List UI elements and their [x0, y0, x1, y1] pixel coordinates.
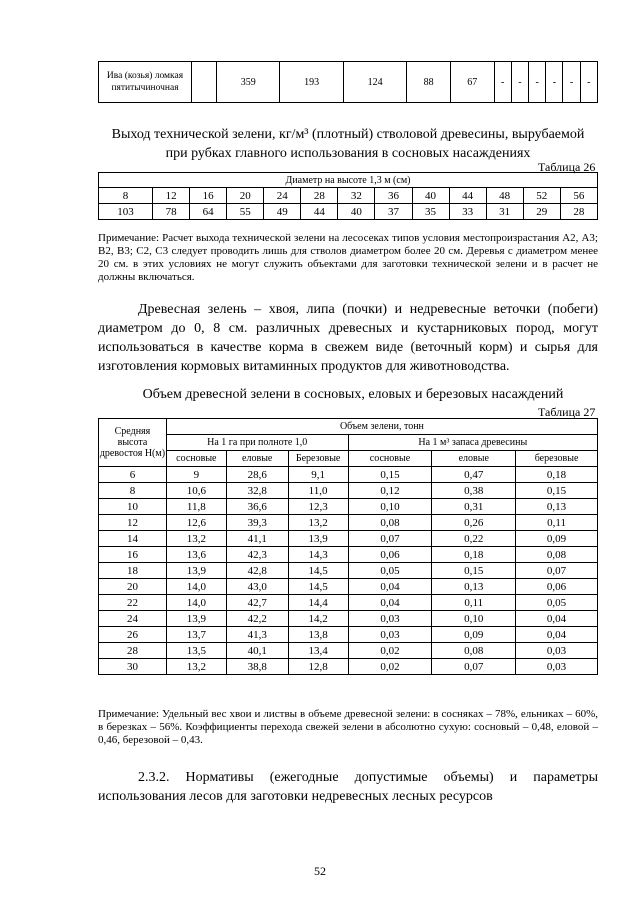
table-cell: 28	[99, 643, 167, 659]
table-cell: 0,08	[516, 547, 598, 563]
diameter-cell: 8	[99, 188, 153, 204]
table-cell: 88	[407, 62, 451, 103]
table-row	[99, 643, 598, 659]
table-cell: 14,0	[166, 595, 226, 611]
table-cell: 9	[166, 467, 226, 483]
col-volume-header: Объем зелени, тонн	[166, 419, 597, 435]
table-row	[99, 531, 598, 547]
table-row	[99, 659, 598, 675]
table-cell: 0,03	[348, 627, 432, 643]
table-cell: 14,0	[166, 579, 226, 595]
table-cell: 0,38	[432, 483, 516, 499]
table-cell: -	[580, 62, 597, 103]
value-cell: 28	[560, 204, 597, 220]
table-cell: 0,03	[516, 643, 598, 659]
table-cell: -	[511, 62, 528, 103]
table-cell: 20	[99, 579, 167, 595]
table-cell: 26	[99, 627, 167, 643]
table-row	[99, 547, 598, 563]
diameter-cell: 36	[375, 188, 412, 204]
table-cell: 0,03	[516, 659, 598, 675]
table-cell: 32,8	[226, 483, 288, 499]
value-cell: 78	[153, 204, 190, 220]
table-cell: 12,8	[288, 659, 348, 675]
table-row	[99, 499, 598, 515]
value-cell: 33	[449, 204, 486, 220]
table-cell: -	[563, 62, 580, 103]
table-row	[99, 515, 598, 531]
diameter-cell: 56	[560, 188, 597, 204]
table-cell: 0,05	[516, 595, 598, 611]
value-cell: 103	[99, 204, 153, 220]
table-cell: 12,3	[288, 499, 348, 515]
table-cell: 14	[99, 531, 167, 547]
col-height-header: Средняя высота древостоя Н(м)	[99, 419, 167, 467]
table-cell: 0,12	[348, 483, 432, 499]
table-cell: 0,31	[432, 499, 516, 515]
table-cell: 11,0	[288, 483, 348, 499]
value-cell: 64	[190, 204, 227, 220]
table-cell: 24	[99, 611, 167, 627]
subheader-cell: еловые	[226, 451, 288, 467]
top-table	[98, 61, 598, 103]
table-cell: 0,08	[432, 643, 516, 659]
value-cell: 31	[486, 204, 523, 220]
table27-caption: Объем древесной зелени в сосновых, еловых и березовых насаждений	[142, 387, 564, 402]
table-cell: 13,2	[166, 531, 226, 547]
table-row	[99, 62, 598, 103]
table-cell: 40,1	[226, 643, 288, 659]
table-cell: 0,13	[516, 499, 598, 515]
table-cell: 28,6	[226, 467, 288, 483]
table-cell: 14,5	[288, 579, 348, 595]
table-cell: 11,8	[166, 499, 226, 515]
table-row	[99, 483, 598, 499]
table-cell: 0,26	[432, 515, 516, 531]
value-cell: 49	[264, 204, 301, 220]
value-cell: 44	[301, 204, 338, 220]
table-cell: 22	[99, 595, 167, 611]
table27	[98, 418, 598, 675]
table-cell: -	[494, 62, 511, 103]
table-cell: 0,11	[432, 595, 516, 611]
table-cell: 0,22	[432, 531, 516, 547]
diameter-cell: 32	[338, 188, 375, 204]
table-row	[99, 579, 598, 595]
table-cell: 8	[99, 483, 167, 499]
table-cell: 193	[280, 62, 343, 103]
table-cell: 0,15	[516, 483, 598, 499]
value-cell: 37	[375, 204, 412, 220]
table26-caption: Выход технической зелени, кг/м³ (плотный) стволовой древесины, вырубаемой при рубках главного использования в сосновых насаждениях	[111, 127, 585, 161]
table-cell: 0,02	[348, 659, 432, 675]
table26-header: Диаметр на высоте 1,3 м (см)	[99, 173, 598, 188]
table-row	[99, 611, 598, 627]
table-cell: 9,1	[288, 467, 348, 483]
table-cell: 14,3	[288, 547, 348, 563]
table-cell: 42,3	[226, 547, 288, 563]
table-cell: 13,2	[288, 515, 348, 531]
table-cell: 0,15	[432, 563, 516, 579]
table-cell: 10,6	[166, 483, 226, 499]
table-row	[99, 204, 598, 220]
table-cell: 30	[99, 659, 167, 675]
table-cell: 13,5	[166, 643, 226, 659]
table-cell: 42,2	[226, 611, 288, 627]
table-cell: 13,6	[166, 547, 226, 563]
table27-note: Примечание: Удельный вес хвои и листвы в объеме древесной зелени: в сосняках – 78%, ельниках – 60%, в березках – 56%. Коэффициенты перехода свежей зелени в абсолютно сухую: сосновый – 0,48, еловой – 0,46, березовой – 0,43.	[98, 708, 598, 746]
diameter-cell: 44	[449, 188, 486, 204]
table-cell: 12,6	[166, 515, 226, 531]
table-row	[99, 435, 598, 451]
table-cell: 16	[99, 547, 167, 563]
table-row	[99, 451, 598, 467]
table-cell: 0,09	[516, 531, 598, 547]
table-cell: 0,09	[432, 627, 516, 643]
table-cell: 0,11	[516, 515, 598, 531]
table-row	[99, 627, 598, 643]
table-row	[99, 419, 598, 435]
table-cell: 0,04	[348, 595, 432, 611]
table-cell: 18	[99, 563, 167, 579]
diameter-cell: 24	[264, 188, 301, 204]
table-cell: 42,8	[226, 563, 288, 579]
group-per-hectare: На 1 га при полноте 1,0	[166, 435, 348, 451]
table-cell: 43,0	[226, 579, 288, 595]
table-cell	[192, 62, 217, 103]
table-cell: 38,8	[226, 659, 288, 675]
table-cell: 0,04	[516, 627, 598, 643]
subheader-cell: Березовые	[288, 451, 348, 467]
table-cell: -	[529, 62, 546, 103]
table-cell: 36,6	[226, 499, 288, 515]
table-cell: 0,15	[348, 467, 432, 483]
table-cell: 0,03	[348, 611, 432, 627]
table27-body	[99, 467, 598, 675]
table-row	[99, 173, 598, 188]
value-cell: 29	[523, 204, 560, 220]
table-cell: 13,9	[166, 563, 226, 579]
table-row	[99, 188, 598, 204]
table-cell: 124	[343, 62, 406, 103]
table-cell: 0,08	[348, 515, 432, 531]
table-cell: 14,2	[288, 611, 348, 627]
diameter-cell: 52	[523, 188, 560, 204]
table-cell: 14,4	[288, 595, 348, 611]
table-cell: 0,02	[348, 643, 432, 659]
subheader-cell: сосновые	[166, 451, 226, 467]
table-cell: 0,18	[516, 467, 598, 483]
group-per-m3: На 1 м³ запаса древесины	[348, 435, 597, 451]
table-cell: 6	[99, 467, 167, 483]
table-cell: 0,06	[348, 547, 432, 563]
table-cell: 0,07	[432, 659, 516, 675]
table-cell: 0,07	[348, 531, 432, 547]
diameter-cell: 48	[486, 188, 523, 204]
species-cell: Ива (козья) ломкая пятитычиночная	[99, 62, 192, 103]
subheader-cell: еловые	[432, 451, 516, 467]
table-cell: -	[546, 62, 563, 103]
diameter-cell: 20	[227, 188, 264, 204]
table-cell: 67	[450, 62, 494, 103]
table-cell: 13,9	[288, 531, 348, 547]
table-cell: 0,04	[516, 611, 598, 627]
table-cell: 0,04	[348, 579, 432, 595]
value-cell: 40	[338, 204, 375, 220]
table-row	[99, 563, 598, 579]
table-cell: 13,2	[166, 659, 226, 675]
table-cell: 14,5	[288, 563, 348, 579]
table-row	[99, 467, 598, 483]
table-cell: 0,10	[432, 611, 516, 627]
section-heading-2-3-2: 2.3.2. Нормативы (ежегодные допустимые объемы) и параметры использования лесов для заготовки недревесных лесных ресурсов	[98, 770, 598, 804]
table-cell: 359	[217, 62, 280, 103]
paragraph-green-wood: Древесная зелень – хвоя, липа (почки) и недревесные веточки (побеги) диаметром до 0, 8 см. различных древесных и кустарниковых пород, могут использоваться в качестве корма в свежем виде (веточный корм) и сырья для изготовления кормовых витаминных продуктов для животноводства.	[98, 302, 598, 374]
subheader-cell: сосновые	[348, 451, 432, 467]
table-cell: 0,05	[348, 563, 432, 579]
table-row	[99, 595, 598, 611]
table26	[98, 172, 598, 220]
table26-number: Таблица 26	[538, 160, 596, 174]
subheader-cell: березовые	[516, 451, 598, 467]
table-cell: 42,7	[226, 595, 288, 611]
value-cell: 55	[227, 204, 264, 220]
table-cell: 39,3	[226, 515, 288, 531]
diameter-cell: 28	[301, 188, 338, 204]
table26-note: Примечание: Расчет выхода технической зелени на лесосеках типов условия местопроизрастания А2, А3; В2, В3; С2, С3 следует проводить лишь для стволов диаметром более 20 см. Деревья с диаметром менее 20 см. в этих условиях не могут служить объектами для заготовки технической зелени и в расчет не должны включаться.	[98, 232, 598, 283]
table-cell: 0,10	[348, 499, 432, 515]
diameter-cell: 12	[153, 188, 190, 204]
table-cell: 0,18	[432, 547, 516, 563]
table-cell: 13,7	[166, 627, 226, 643]
table-cell: 13,8	[288, 627, 348, 643]
table-cell: 0,47	[432, 467, 516, 483]
table27-number: Таблица 27	[538, 405, 596, 419]
table-cell: 41,3	[226, 627, 288, 643]
table-cell: 12	[99, 515, 167, 531]
table-cell: 10	[99, 499, 167, 515]
value-cell: 35	[412, 204, 449, 220]
table-cell: 0,07	[516, 563, 598, 579]
table-cell: 0,06	[516, 579, 598, 595]
table-cell: 0,13	[432, 579, 516, 595]
table-cell: 41,1	[226, 531, 288, 547]
table-cell: 13,4	[288, 643, 348, 659]
table-cell: 13,9	[166, 611, 226, 627]
diameter-cell: 40	[412, 188, 449, 204]
diameter-cell: 16	[190, 188, 227, 204]
page-number: 52	[314, 864, 326, 878]
